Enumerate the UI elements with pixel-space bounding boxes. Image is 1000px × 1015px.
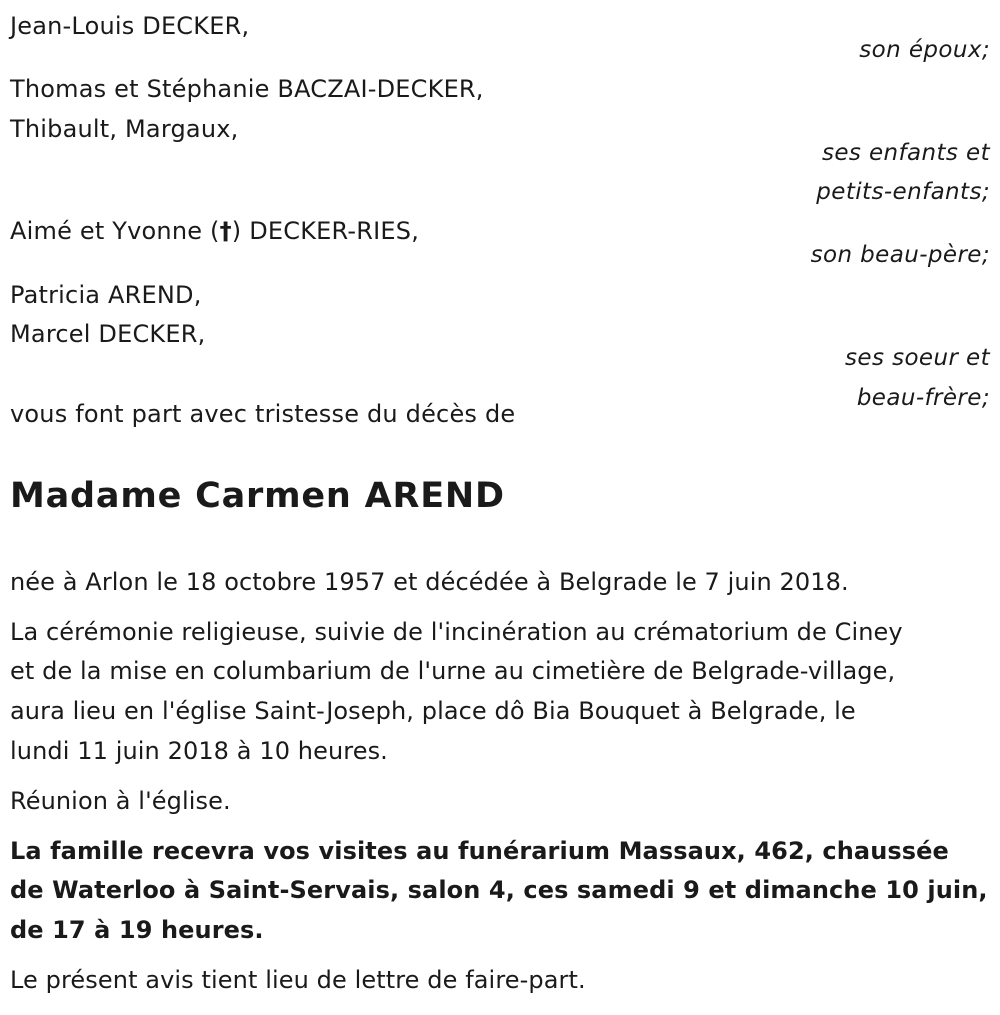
ceremony-line-4: lundi 11 juin 2018 à 10 heures.	[10, 737, 388, 765]
father-in-law-suffix: ) DECKER-RIES,	[231, 217, 420, 245]
ceremony-line-1: La cérémonie religieuse, suivie de l'incinération au crématorium de Ciney	[10, 618, 903, 646]
visits-line-2: de Waterloo à Saint-Servais, salon 4, ces samedi 9 et dimanche 10 juin,	[10, 876, 988, 904]
children-line-1: Thomas et Stéphanie BACZAI-DECKER,	[10, 75, 484, 103]
ceremony-line-2: et de la mise en columbarium de l'urne au cimetière de Belgrade-village,	[10, 657, 896, 685]
siblings-line-2: Marcel DECKER,	[10, 320, 206, 348]
ceremony-line-3: aura lieu en l'église Saint-Joseph, place dô Bia Bouquet à Belgrade, le	[10, 697, 856, 725]
deceased-name: Madame Carmen AREND	[10, 476, 505, 516]
father-in-law-prefix: Aimé et Yvonne (	[10, 217, 220, 245]
siblings-relation-line-2: beau-frère;	[856, 385, 990, 411]
spouse-relation: son époux;	[859, 37, 990, 63]
meeting-line: Réunion à l'église.	[10, 787, 231, 815]
father-in-law-relation: son beau-père;	[810, 242, 990, 268]
children-relation-line-1: ses enfants et	[821, 140, 990, 166]
cross-icon: †	[219, 217, 232, 245]
visits-line-3: de 17 à 19 heures.	[10, 916, 264, 944]
siblings-relation-line-1: ses soeur et	[845, 345, 990, 371]
visits-line-1: La famille recevra vos visites au funérarium Massaux, 462, chaussée	[10, 837, 949, 865]
birth-death-line: née à Arlon le 18 octobre 1957 et décédée à Belgrade le 7 juin 2018.	[10, 568, 849, 596]
children-relation-line-2: petits-enfants;	[816, 179, 990, 205]
father-in-law-name	[10, 217, 419, 245]
children-line-2: Thibault, Margaux,	[10, 115, 239, 143]
announcement-text: vous font part avec tristesse du décès de	[10, 400, 516, 428]
siblings-line-1: Patricia AREND,	[10, 281, 202, 309]
closing-line: Le présent avis tient lieu de lettre de faire-part.	[10, 966, 586, 994]
spouse-name: Jean-Louis DECKER,	[10, 12, 250, 40]
